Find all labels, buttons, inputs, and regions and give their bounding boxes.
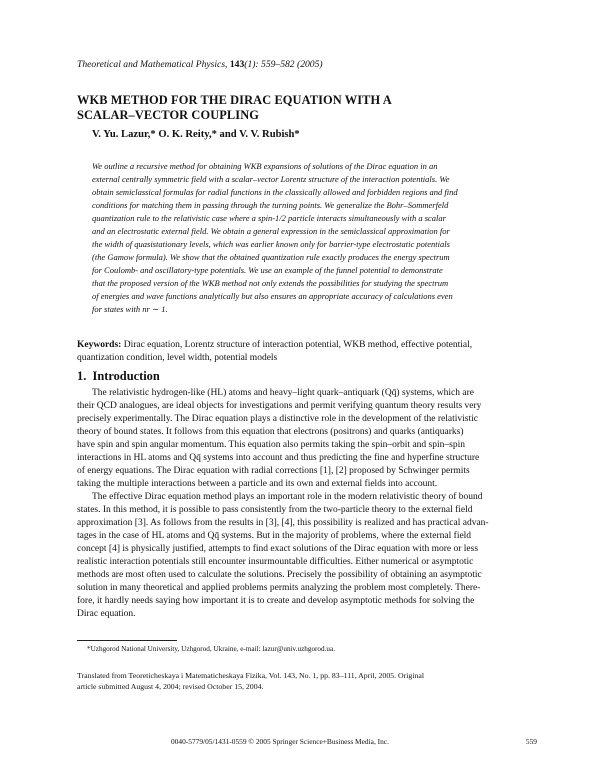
abstract-line: of energies and wave functions analytically but also ensures an appropriate accuracy of calculations even (92, 291, 453, 301)
body-line: The effective Dirac equation method plays an important role in the modern relativistic theory of bound (92, 492, 483, 502)
title-line-1: WKB METHOD FOR THE DIRAC EQUATION WITH A (77, 93, 392, 107)
body-text (77, 387, 537, 621)
abstract-line: and an electrostatic external field. We obtain a general expression in the semiclassical approximation for (92, 226, 450, 236)
body-line: solution in many theoretical and applied problems permits analyzing the problem most completely. There- (77, 583, 481, 593)
keywords (77, 339, 537, 365)
journal-volume: 143 (229, 59, 245, 70)
abstract-line: for states with nr ∼ 1. (92, 304, 168, 314)
authors: V. Yu. Lazur,* O. K. Reity,* and V. V. Rubish* (92, 129, 300, 140)
abstract-line: obtain semiclassical formulas for radial functions in the classically allowed and forbidden regions and find (92, 187, 458, 197)
abstract-line: the width of quasistationary levels, which was earlier known only for barrier-type electrostatic potentials (92, 239, 450, 249)
body-line: realistic interaction potentials still encounter insurmountable difficulties. Either numerical or asymptotic (77, 557, 474, 567)
body-line: Dirac equation. (77, 609, 136, 619)
abstract-line: quantization rule to the relativistic case where a spin-1/2 particle interacts simultaneously with a scalar (92, 213, 446, 223)
abstract-line: external centrally symmetric field with a scalar–vector Lorentz structure of the interaction potentials. We (92, 174, 450, 184)
abstract-line: that the proposed version of the WKB method not only extends the possibilities for studying the spectrum (92, 278, 449, 288)
title-line-2: SCALAR–VECTOR COUPLING (77, 108, 260, 122)
body-line: precisely experimentally. The Dirac equation plays a distinctive role in the development of the relativistic (77, 414, 478, 424)
translation-note (77, 670, 537, 692)
abstract-line: for Coulomb- and oscillatory-type potentials. We use an example of the funnel potential to demonstrate (92, 265, 443, 275)
body-line: methods are most often used to calculate the solutions. Precisely the possibility of obtaining an asymptotic (77, 570, 482, 580)
journal-issue-pages: (1): 559–582 (2005) (244, 59, 323, 70)
abstract (92, 160, 524, 316)
body-line: taking the multiple interactions between a particle and its own and external fields into account. (77, 479, 438, 489)
body-line: states. In this method, it is possible to pass consistently from the two-particle theory to the external field (77, 505, 473, 515)
page-number: 559 (525, 737, 537, 746)
body-line: concept [4] is physically justified, attempts to find exact solutions of the Dirac equation with more or less (77, 544, 479, 554)
abstract-line: (the Gamow formula). We show that the obtained quantization rule exactly produces the energy spectrum (92, 252, 450, 262)
abstract-line: We outline a recursive method for obtaining WKB expansions of solutions of the Dirac equation in an (92, 161, 438, 171)
body-line: approximation [3]. As follows from the results in [3], [4], this possibility is realized and has practical advan- (77, 518, 489, 528)
footnote: *Uzhgorod National University, Uzhgorod, Ukraine, e-mail: lazur@univ.uzhgorod.ua. (87, 645, 335, 653)
body-line: of energy equations. The Dirac equation with radial corrections [1], [2] proposed by Schwinger permits (77, 466, 470, 476)
journal-header (77, 59, 537, 70)
section-number: 1. (77, 369, 87, 383)
section-title: Introduction (92, 369, 160, 383)
footnote-rule (77, 640, 177, 641)
body-line: The relativistic hydrogen-like (HL) atoms and heavy–light quark–antiquark (Qq̄) systems, which are (92, 388, 474, 398)
body-line: theory of bound states. It follows from this equation that electrons (positrons) and quarks (antiquarks) (77, 427, 464, 437)
paper-title (77, 93, 537, 123)
abstract-line: conditions for matching them in passing through the turning points. We generalize the Bohr–Sommerfeld (92, 200, 449, 210)
keywords-line-2: quantization condition, level width, potential models (77, 353, 278, 363)
section-heading (77, 369, 537, 384)
translation-line: article submitted August 4, 2004; revised October 15, 2004. (77, 682, 264, 691)
body-line: interactions in HL atoms and Qq̄ systems into account and thus predicting the fine and hyperfine structure (77, 453, 480, 463)
journal-name: Theoretical and Mathematical Physics, (77, 59, 228, 70)
body-line: their QCD analogues, are ideal objects for investigations and permit verifying quantum theory results very (77, 401, 482, 411)
body-line: have spin and spin angular momentum. This equation also permits taking the spin–orbit and spin–spin (77, 440, 465, 450)
translation-line: Translated from Teoreticheskaya i Matematicheskaya Fizika, Vol. 143, No. 1, pp. 83–111, April, 2005. Original (77, 671, 425, 680)
body-line: fore, it hardly needs saying how important it is to create and develop asymptotic methods for solving the (77, 596, 475, 606)
keywords-line-1: Dirac equation, Lorentz structure of interaction potential, WKB method, effective potential, (123, 340, 473, 350)
keywords-label: Keywords: (77, 340, 122, 350)
body-line: tages in the case of HL atoms and Qq̄ systems. But in the majority of problems, where the external field (77, 531, 472, 541)
copyright-line: 0040-5779/05/1431-0559 © 2005 Springer Science+Business Media, Inc. (171, 737, 389, 746)
